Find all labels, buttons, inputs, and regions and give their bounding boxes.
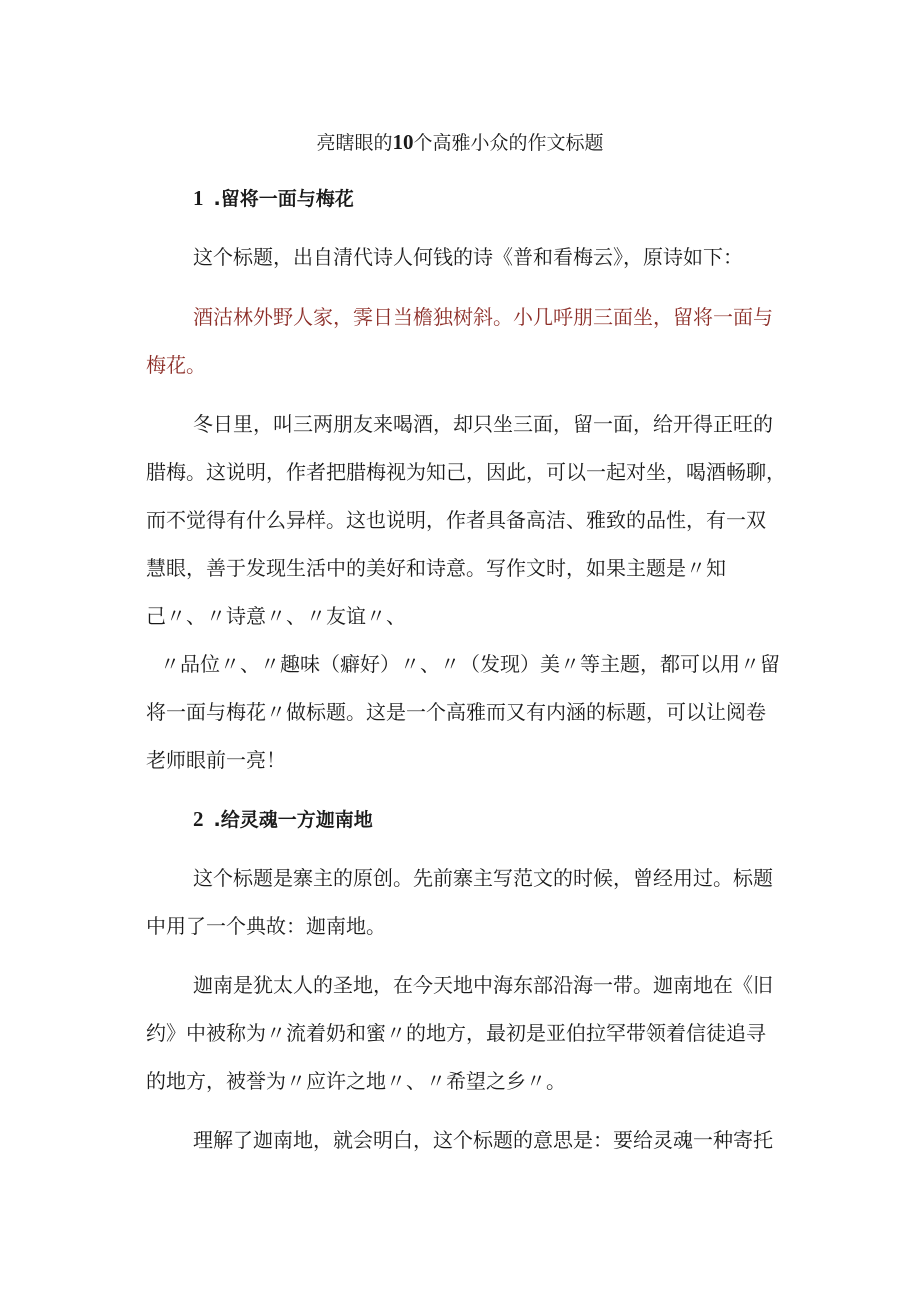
section-2-paragraph-line: 这个标题是寨主的原创。先前寨主写范文的时候，曾经用过。标题 <box>193 866 773 890</box>
poem-line-2: 梅花。 <box>146 353 206 377</box>
section-1-paragraph-line: 冬日里，叫三两朋友来喝酒，却只坐三面，留一面，给开得正旺的 <box>193 412 773 436</box>
section-2-number: 2 <box>193 807 204 831</box>
section-2-heading-text: .给灵魂一方迦南地 <box>213 809 373 831</box>
section-1-intro: 这个标题，出自清代诗人何钱的诗《普和看梅云》，原诗如下： <box>193 245 743 269</box>
section-1-heading <box>193 184 354 213</box>
section-1-paragraph-line: 慧眼，善于发现生活中的美好和诗意。写作文时，如果主题是〃知 <box>146 556 726 580</box>
title-suffix: 个高雅小众的作文标题 <box>413 132 604 154</box>
section-1-paragraph-line: 而不觉得有什么异样。这也说明，作者具备高洁、雅致的品性，有一双 <box>146 508 766 532</box>
section-2-paragraph-line: 中用了一个典故：迦南地。 <box>146 914 386 938</box>
section-1-heading-text: .留将一面与梅花 <box>213 188 354 210</box>
section-1-paragraph-line: 〃品位〃、〃趣味（癖好）〃、〃（发现）美〃等主题，都可以用〃留 <box>160 652 780 676</box>
section-1-paragraph-line: 腊梅。这说明，作者把腊梅视为知己，因此，可以一起对坐，喝酒畅聊， <box>146 460 786 484</box>
section-1-paragraph-line: 老师眼前一亮！ <box>146 748 286 772</box>
section-2-paragraph-line: 约》中被称为〃流着奶和蜜〃的地方，最初是亚伯拉罕带领着信徒追寻 <box>146 1021 766 1045</box>
section-1-paragraph-line: 将一面与梅花〃做标题。这是一个高雅而又有内涵的标题，可以让阅卷 <box>146 700 766 724</box>
section-2-heading <box>193 805 373 834</box>
poem-line-1: 酒沽林外野人家，霁日当檐独树斜。小几呼朋三面坐，留将一面与 <box>193 305 773 329</box>
section-1-paragraph-line: 己〃、〃诗意〃、〃友谊〃、 <box>146 604 406 628</box>
title-prefix: 亮瞎眼的 <box>316 132 393 154</box>
document-title <box>0 128 920 157</box>
section-2-paragraph-line: 理解了迦南地，就会明白，这个标题的意思是：要给灵魂一种寄托 <box>193 1128 773 1152</box>
section-1-number: 1 <box>193 186 204 210</box>
section-2-paragraph-line: 的地方，被誉为〃应许之地〃、〃希望之乡〃。 <box>146 1069 566 1093</box>
title-number: 10 <box>392 130 414 154</box>
section-2-paragraph-line: 迦南是犹太人的圣地，在今天地中海东部沿海一带。迦南地在《旧 <box>193 973 773 997</box>
